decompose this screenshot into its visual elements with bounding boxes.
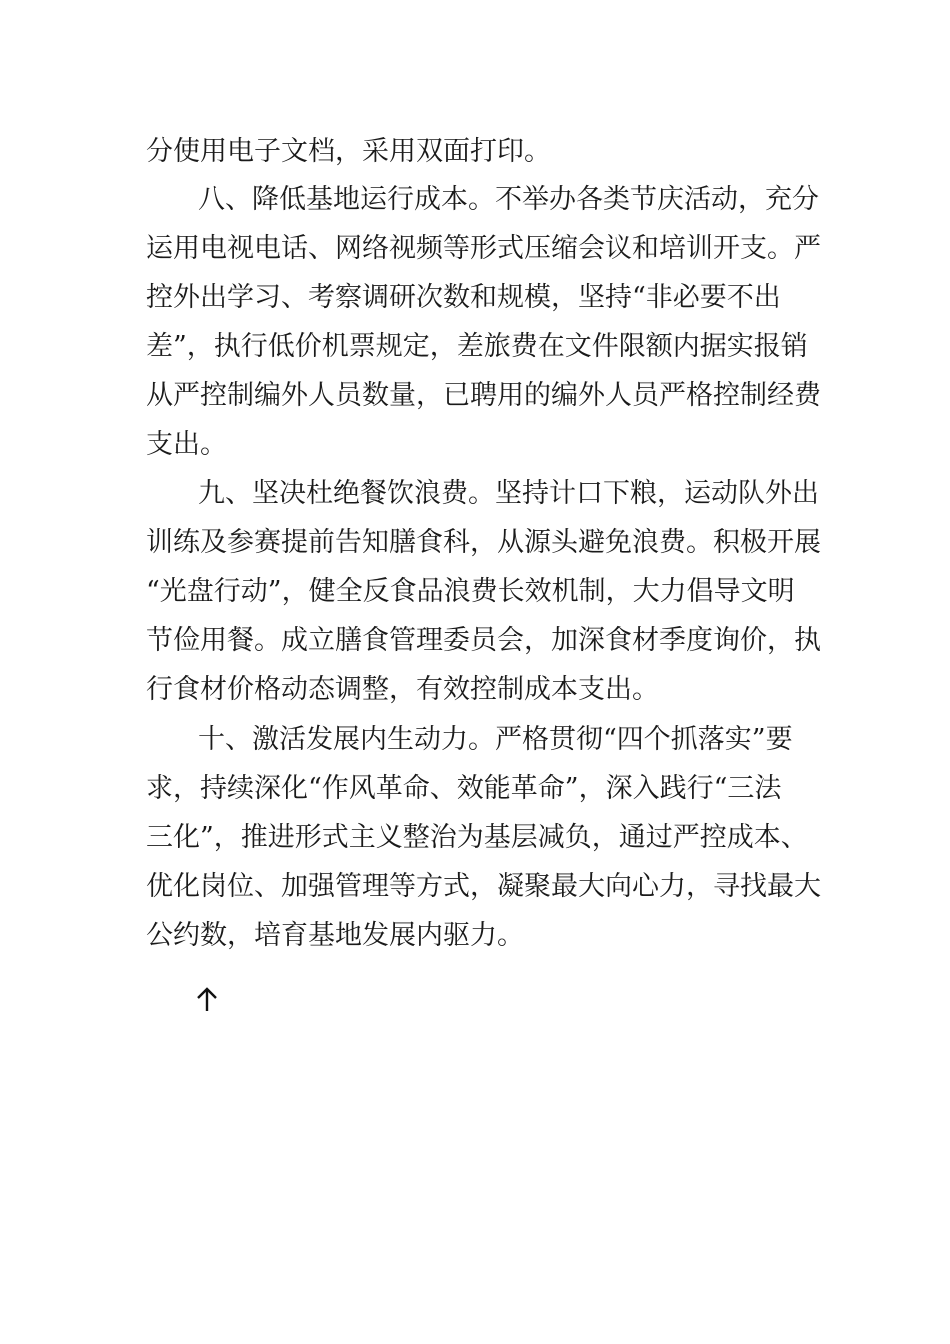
text-line: 训练及参赛提前告知膳食科，从源头避免浪费。积极开展 [146,527,821,558]
up-arrow-icon [196,986,218,1012]
text-line: 分使用电子文档，采用双面打印。 [146,136,551,167]
section-heading-line: 九、坚决杜绝餐饮浪费。坚持计口下粮，运动队外出 [198,478,819,509]
text-line: 求，持续深化“作风革命、效能革命”，深入践行“三法 [146,773,782,804]
text-line: 优化岗位、加强管理等方式，凝聚最大向心力，寻找最大 [146,871,821,902]
text-line: 运用电视电话、网络视频等形式压缩会议和培训开支。严 [146,233,821,264]
text-line: 节俭用餐。成立膳食管理委员会，加深食材季度询价，执 [146,625,821,656]
text-line: “光盘行动”，健全反食品浪费长效机制，大力倡导文明 [146,576,795,607]
section-heading-line: 十、激活发展内生动力。严格贯彻“四个抓落实”要 [198,724,793,755]
text-line: 行食材价格动态调整，有效控制成本支出。 [146,674,659,705]
text-line: 从严控制编外人员数量，已聘用的编外人员严格控制经费 [146,380,821,411]
text-line: 支出。 [146,429,227,460]
text-line: 公约数，培育基地发展内驱力。 [146,920,524,951]
text-line: 三化”，推进形式主义整治为基层减负，通过严控成本、 [146,822,808,853]
text-line: 差”，执行低价机票规定，差旅费在文件限额内据实报销 [146,331,808,362]
section-heading-line: 八、降低基地运行成本。不举办各类节庆活动，充分 [198,184,819,215]
text-line: 控外出学习、考察调研次数和规模，坚持“非必要不出 [146,282,781,313]
